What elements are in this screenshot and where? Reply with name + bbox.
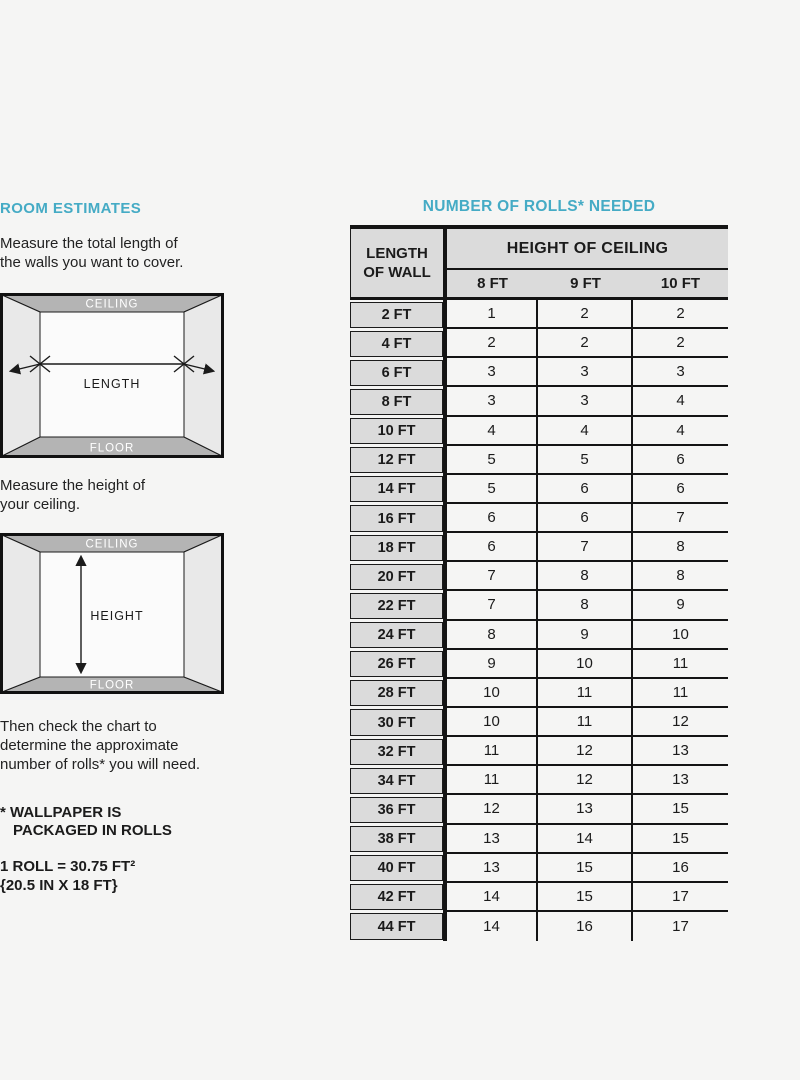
table-row [350, 533, 728, 562]
column-header-8ft: 8 FT [477, 275, 508, 292]
room-estimates-heading: ROOM ESTIMATES [0, 200, 142, 217]
roll-spec [0, 857, 135, 895]
length-of-wall-header [350, 229, 443, 297]
wall-length-cell: 44 FT [350, 913, 443, 939]
footnote-line1: * WALLPAPER IS [0, 804, 122, 821]
footnote-line2: PACKAGED IN ROLLS [13, 822, 172, 839]
rolls-value-cell: 2 [538, 329, 633, 356]
wall-length-cell: 34 FT [350, 768, 443, 794]
step3-line1: Then check the chart to [0, 718, 157, 735]
rolls-value-cell: 4 [447, 417, 538, 444]
rolls-value-cell: 5 [447, 446, 538, 473]
rolls-value-cell: 2 [447, 329, 538, 356]
step1-line1: Measure the total length of [0, 235, 178, 252]
table-row [350, 387, 728, 416]
wall-length-cell: 28 FT [350, 680, 443, 706]
table-row [350, 504, 728, 533]
left-wall [2, 295, 40, 456]
step2-line2: your ceiling. [0, 496, 81, 513]
rolls-value-cell: 8 [676, 538, 685, 556]
rolls-cells [447, 854, 728, 883]
rolls-value-cell: 12 [538, 737, 633, 764]
wall-length-cell: 12 FT [350, 447, 443, 473]
table-row [350, 417, 728, 446]
rolls-cells [447, 679, 728, 708]
rolls-cells [447, 591, 728, 620]
wall-length-cell: 14 FT [350, 476, 443, 502]
column-header-10ft: 10 FT [660, 275, 701, 292]
table-row [350, 650, 728, 679]
rolls-cells [447, 329, 728, 358]
rolls-cells [447, 825, 728, 854]
roll-spec-line2: {20.5 IN X 18 FT} [0, 877, 118, 894]
rolls-value-cell: 9 [447, 650, 538, 677]
height-label: HEIGHT [90, 609, 144, 623]
length-of-wall-line1: LENGTH [366, 245, 428, 262]
room-length-diagram [0, 293, 224, 458]
floor-label: FLOOR [89, 679, 135, 692]
rolls-value-cell: 6 [676, 450, 685, 468]
rolls-value-cell: 8 [676, 567, 685, 585]
rolls-value-cell: 11 [672, 654, 689, 672]
rolls-value-cell: 14 [447, 912, 538, 941]
left-wall [2, 535, 40, 692]
table-row [350, 708, 728, 737]
table-row [350, 358, 728, 387]
height-of-ceiling-header: HEIGHT OF CEILING [506, 239, 669, 257]
rolls-value-cell: 15 [538, 854, 633, 881]
rolls-value-cell: 9 [676, 596, 685, 614]
rolls-value-cell: 16 [672, 858, 689, 876]
rolls-value-cell: 7 [447, 562, 538, 589]
rolls-value-cell: 4 [676, 421, 685, 439]
rolls-cells [447, 533, 728, 562]
rolls-cells [447, 562, 728, 591]
table-row [350, 562, 728, 591]
rolls-value-cell: 14 [447, 883, 538, 910]
rolls-table-title: NUMBER OF ROLLS* NEEDED [422, 198, 656, 215]
roll-spec-line1: 1 ROLL = 30.75 FT² [0, 858, 136, 875]
rolls-value-cell: 2 [538, 300, 633, 327]
rolls-cells [447, 766, 728, 795]
rolls-value-cell: 4 [538, 417, 633, 444]
rolls-value-cell: 5 [447, 475, 538, 502]
length-label: LENGTH [83, 377, 141, 391]
rolls-cells [447, 387, 728, 416]
rolls-value-cell: 11 [538, 708, 633, 735]
rolls-table [350, 225, 728, 941]
rolls-value-cell: 12 [672, 713, 689, 731]
rolls-value-cell: 11 [447, 737, 538, 764]
table-row [350, 883, 728, 912]
rolls-value-cell: 3 [447, 358, 538, 385]
step3-line2: determine the approximate [0, 737, 179, 754]
wall-length-cell: 22 FT [350, 593, 443, 619]
table-body [350, 300, 728, 941]
rolls-value-cell: 8 [538, 591, 633, 618]
rolls-value-cell: 13 [447, 825, 538, 852]
table-header [350, 229, 728, 297]
step1-text [0, 234, 183, 272]
rolls-value-cell: 12 [447, 795, 538, 822]
wall-length-cell: 20 FT [350, 564, 443, 590]
table-column-divider [443, 225, 447, 941]
table-row [350, 766, 728, 795]
table-row [350, 446, 728, 475]
table-row [350, 854, 728, 883]
rolls-cells [447, 475, 728, 504]
wall-length-cell: 16 FT [350, 505, 443, 531]
rolls-value-cell: 8 [538, 562, 633, 589]
rolls-cells [447, 883, 728, 912]
rolls-value-cell: 13 [672, 771, 689, 789]
rolls-cells [447, 621, 728, 650]
rolls-needed-panel [350, 199, 728, 941]
table-row [350, 329, 728, 358]
length-of-wall-line2: OF WALL [363, 264, 431, 281]
rolls-value-cell: 10 [447, 679, 538, 706]
rolls-value-cell: 7 [538, 533, 633, 560]
rolls-value-cell: 13 [538, 795, 633, 822]
wall-length-cell: 32 FT [350, 739, 443, 765]
table-row [350, 679, 728, 708]
right-wall [184, 295, 222, 456]
rolls-value-cell: 6 [447, 533, 538, 560]
rolls-value-cell: 11 [447, 766, 538, 793]
table-row [350, 795, 728, 824]
rolls-value-cell: 6 [538, 504, 633, 531]
rolls-cells [447, 737, 728, 766]
step2-text [0, 476, 145, 514]
rolls-value-cell: 17 [672, 918, 689, 936]
wall-length-cell: 18 FT [350, 535, 443, 561]
height-of-ceiling-header-group [447, 229, 728, 297]
rolls-cells [447, 300, 728, 329]
rolls-value-cell: 3 [447, 387, 538, 414]
wall-length-cell: 8 FT [350, 389, 443, 415]
step2-line1: Measure the height of [0, 477, 146, 494]
rolls-value-cell: 3 [676, 363, 685, 381]
table-row [350, 300, 728, 329]
wall-length-cell: 2 FT [350, 302, 443, 328]
rolls-value-cell: 13 [447, 854, 538, 881]
rolls-value-cell: 1 [447, 300, 538, 327]
step3-text [0, 717, 200, 774]
rolls-value-cell: 5 [538, 446, 633, 473]
rolls-value-cell: 11 [672, 683, 689, 701]
rolls-cells [447, 650, 728, 679]
wall-length-cell: 24 FT [350, 622, 443, 648]
wall-length-cell: 38 FT [350, 826, 443, 852]
rolls-value-cell: 15 [672, 829, 689, 847]
right-wall [184, 535, 222, 692]
rolls-value-cell: 6 [538, 475, 633, 502]
column-header-9ft: 9 FT [570, 275, 601, 292]
table-row [350, 825, 728, 854]
rolls-cells [447, 504, 728, 533]
rolls-value-cell: 17 [672, 887, 689, 905]
wall-length-cell: 26 FT [350, 651, 443, 677]
rolls-value-cell: 13 [672, 742, 689, 760]
table-row [350, 475, 728, 504]
rolls-cells [447, 417, 728, 446]
rolls-value-cell: 6 [447, 504, 538, 531]
rolls-value-cell: 3 [538, 358, 633, 385]
wall-length-cell: 42 FT [350, 884, 443, 910]
table-row [350, 591, 728, 620]
rolls-cells [447, 358, 728, 387]
rolls-value-cell: 2 [676, 334, 685, 352]
step1-line2: the walls you want to cover. [0, 254, 184, 271]
rolls-cells [447, 912, 728, 941]
wall-length-cell: 36 FT [350, 797, 443, 823]
ceiling-label: CEILING [85, 538, 139, 551]
rolls-value-cell: 7 [676, 509, 685, 527]
wall-length-cell: 4 FT [350, 331, 443, 357]
rolls-value-cell: 14 [538, 825, 633, 852]
rolls-value-cell: 11 [538, 679, 633, 706]
ceiling-height-columns [447, 270, 728, 297]
rolls-value-cell: 7 [447, 591, 538, 618]
rolls-value-cell: 8 [447, 621, 538, 648]
rolls-cells [447, 708, 728, 737]
rolls-cells [447, 795, 728, 824]
step3-line3: number of rolls* you will need. [0, 756, 201, 773]
rolls-value-cell: 10 [672, 625, 689, 643]
rolls-value-cell: 10 [538, 650, 633, 677]
back-wall [40, 312, 184, 437]
rolls-value-cell: 15 [538, 883, 633, 910]
rolls-value-cell: 16 [538, 912, 633, 941]
room-height-diagram [0, 533, 224, 694]
rolls-cells [447, 446, 728, 475]
rolls-value-cell: 12 [538, 766, 633, 793]
rolls-value-cell: 2 [676, 305, 685, 323]
table-row [350, 912, 728, 941]
wall-length-cell: 30 FT [350, 709, 443, 735]
table-row [350, 621, 728, 650]
floor-label: FLOOR [89, 442, 135, 455]
rolls-value-cell: 4 [676, 392, 685, 410]
rolls-value-cell: 10 [447, 708, 538, 735]
wallpaper-footnote [0, 804, 172, 840]
wall-length-cell: 10 FT [350, 418, 443, 444]
table-row [350, 737, 728, 766]
rolls-value-cell: 3 [538, 387, 633, 414]
rolls-value-cell: 9 [538, 621, 633, 648]
ceiling-label: CEILING [85, 298, 139, 311]
wall-length-cell: 6 FT [350, 360, 443, 386]
wall-length-cell: 40 FT [350, 855, 443, 881]
rolls-value-cell: 15 [672, 800, 689, 818]
rolls-value-cell: 6 [676, 479, 685, 497]
